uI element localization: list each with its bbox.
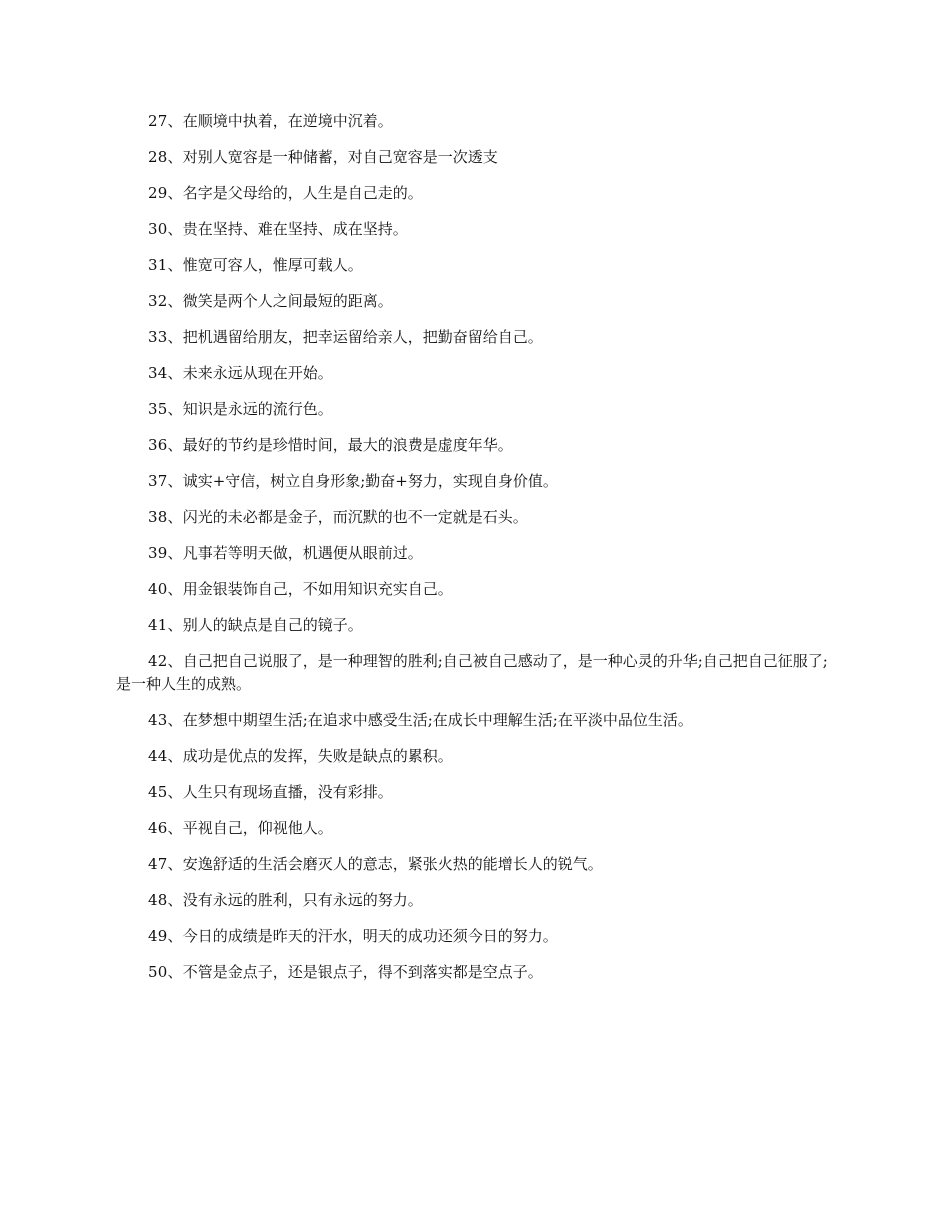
item-number: 34、: [148, 364, 183, 382]
item-text: 未来永远从现在开始。: [182, 364, 333, 382]
item-number: 49、: [148, 927, 183, 945]
document-body: [116, 110, 836, 997]
item-number: 37、: [148, 472, 183, 490]
paragraph-49: [116, 925, 836, 948]
item-number: 35、: [148, 400, 183, 418]
paragraph-38: [116, 506, 836, 529]
paragraph-34: [116, 362, 836, 385]
item-text: 惟宽可容人，惟厚可载人。: [182, 256, 363, 274]
item-text: 最好的节约是珍惜时间，最大的浪费是虚度年华。: [182, 436, 513, 454]
paragraph-36: [116, 434, 836, 457]
item-text: 微笑是两个人之间最短的距离。: [182, 292, 393, 310]
item-text: 别人的缺点是自己的镜子。: [182, 616, 363, 634]
paragraph-28: [116, 146, 836, 169]
paragraph-41: [116, 614, 836, 637]
item-number: 47、: [148, 855, 183, 873]
item-number: 43、: [148, 711, 183, 729]
item-number: 30、: [148, 220, 183, 238]
item-number: 28、: [148, 148, 183, 166]
paragraph-44: [116, 745, 836, 768]
item-text: 闪光的未必都是金子，而沉默的也不一定就是石头。: [182, 508, 528, 526]
paragraph-45: [116, 781, 836, 804]
item-number: 42、: [148, 652, 183, 670]
item-number: 44、: [148, 747, 183, 765]
item-text: 用金银装饰自己，不如用知识充实自己。: [182, 580, 453, 598]
item-number: 27、: [148, 112, 183, 130]
item-text: 在梦想中期望生活;在追求中感受生活;在成长中理解生活;在平淡中品位生活。: [182, 711, 693, 729]
item-text: 知识是永远的流行色。: [182, 400, 333, 418]
item-number: 38、: [148, 508, 183, 526]
item-text: 不管是金点子，还是银点子，得不到落实都是空点子。: [182, 963, 543, 981]
item-number: 50、: [148, 963, 183, 981]
paragraph-29: [116, 182, 836, 205]
item-number: 31、: [148, 256, 183, 274]
paragraph-48: [116, 889, 836, 912]
item-text: 贵在坚持、难在坚持、成在坚持。: [182, 220, 408, 238]
item-number: 39、: [148, 544, 183, 562]
item-text: 把机遇留给朋友，把幸运留给亲人，把勤奋留给自己。: [182, 328, 543, 346]
paragraph-32: [116, 290, 836, 313]
item-number: 45、: [148, 783, 183, 801]
item-text: 诚实+守信，树立自身形象;勤奋+努力，实现自身价值。: [182, 472, 558, 490]
item-text: 对别人宽容是一种储蓄，对自己宽容是一次透支: [182, 148, 498, 166]
paragraph-46: [116, 817, 836, 840]
item-text: 安逸舒适的生活会磨灭人的意志，紧张火热的能增长人的锐气。: [182, 855, 603, 873]
paragraph-37: [116, 470, 836, 493]
item-text: 平视自己，仰视他人。: [182, 819, 333, 837]
item-text: 自己把自己说服了，是一种理智的胜利;自己被自己感动了，是一种心灵的升华;自己把自己征服了;是一种人生的成熟。: [116, 652, 828, 693]
paragraph-31: [116, 254, 836, 277]
paragraph-35: [116, 398, 836, 421]
item-number: 36、: [148, 436, 183, 454]
item-text: 人生只有现场直播，没有彩排。: [182, 783, 393, 801]
item-number: 33、: [148, 328, 183, 346]
item-text: 名字是父母给的，人生是自己走的。: [182, 184, 423, 202]
paragraph-40: [116, 578, 836, 601]
item-text: 在顺境中执着，在逆境中沉着。: [182, 112, 393, 130]
paragraph-43: [116, 709, 836, 732]
paragraph-27: [116, 110, 836, 133]
item-text: 成功是优点的发挥，失败是缺点的累积。: [182, 747, 453, 765]
item-number: 41、: [148, 616, 183, 634]
paragraph-50: [116, 961, 836, 984]
item-number: 32、: [148, 292, 183, 310]
item-text: 凡事若等明天做，机遇便从眼前过。: [182, 544, 423, 562]
paragraph-39: [116, 542, 836, 565]
paragraph-42: [116, 650, 836, 696]
item-text: 没有永远的胜利，只有永远的努力。: [182, 891, 423, 909]
paragraph-47: [116, 853, 836, 876]
paragraph-33: [116, 326, 836, 349]
item-text: 今日的成绩是昨天的汗水，明天的成功还须今日的努力。: [182, 927, 558, 945]
paragraph-30: [116, 218, 836, 241]
item-number: 46、: [148, 819, 183, 837]
item-number: 48、: [148, 891, 183, 909]
item-number: 29、: [148, 184, 183, 202]
item-number: 40、: [148, 580, 183, 598]
